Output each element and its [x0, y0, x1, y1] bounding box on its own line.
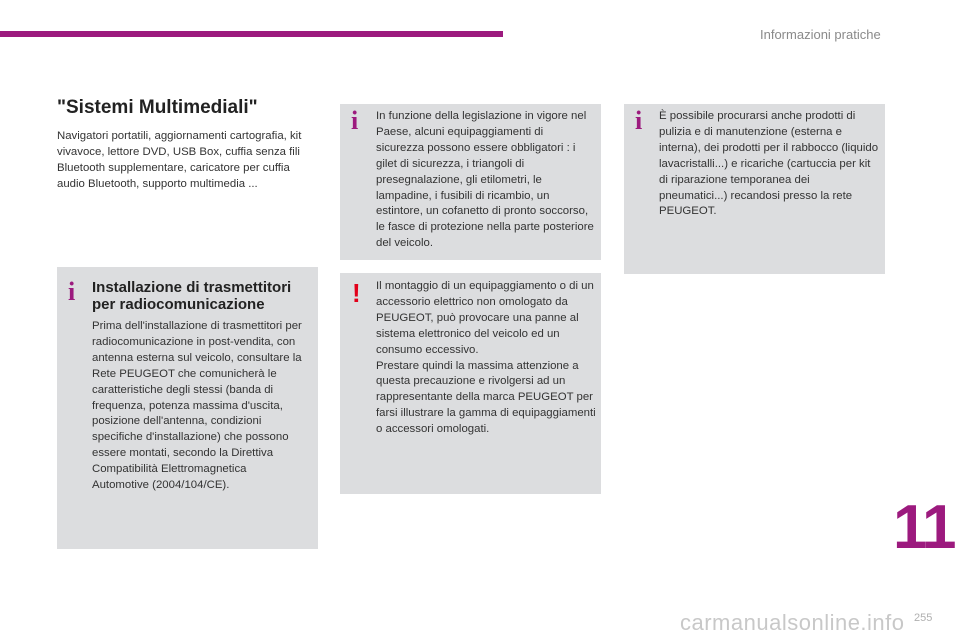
radio-box-text: Prima dell'installazione di trasmettitori per radiocomunicazione in post-vendita, con antenna esterna sul veicolo, consultare la Rete PEUGEOT che comunicherà le caratteristiche degli stessi (banda di frequenza, potenza massima d'uscita, posizione dell'antenna, condizioni specifiche d'installazione) che possono essere montati, secondo la Direttiva Compatibilità Elettromagnetica Automotive (2004/104/CE).	[92, 320, 302, 492]
legislation-box-text: In funzione della legislazione in vigore nel Paese, alcuni equipaggiamenti di sicurezza possono essere obbligatori : i gilet di sicurezza, i triangoli di presegnalazione, gli etilometri, le lampadine, i fusibili di ricambio, un estintore, un cofanetto di pronto soccorso, le fasce di protezione nella parte posteriore del veicolo.	[376, 110, 594, 250]
header-accent-bar	[0, 31, 503, 37]
warning-box-text	[376, 279, 598, 438]
chapter-number: 11	[893, 493, 955, 562]
products-box-text: È possibile procurarsi anche prodotti di pulizia e di manutenzione (esterna e interna), dei prodotti per il rabbocco (liquido lavacristalli...) e ricariche (cartuccia per kit di riparazione temporanea dei pneumatici...) recandosi presso la rete PEUGEOT.	[659, 110, 879, 218]
products-box	[624, 104, 885, 274]
intro-text: Navigatori portatili, aggiornamenti cartografia, kit vivavoce, lettore DVD, USB Box, cuffia senza fili Bluetooth supplementare, caricatore per cuffia audio Bluetooth, supporto multimedia ...	[57, 130, 302, 190]
warning-box	[340, 273, 601, 494]
info-icon: i	[635, 106, 643, 135]
watermark: carmanualsonline.info	[680, 610, 905, 635]
info-icon: i	[351, 106, 359, 135]
legislation-box	[340, 104, 601, 260]
warning-text-paragraph-2: Prestare quindi la massima attenzione a questa precauzione e rivolgersi ad un rappresentante della marca PEUGEOT per farsi illustrare la gamma di equipaggiamenti o accessori omologati.	[376, 359, 596, 436]
page-number: 255	[914, 612, 933, 624]
section-title: Informazioni pratiche	[760, 27, 881, 42]
page-title: "Sistemi Multimediali"	[57, 97, 258, 118]
warning-text-paragraph-1: Il montaggio di un equipaggiamento o di un accessorio elettrico non omologato da PEUGEOT, può provocare una panne al sistema elettronico del veicolo ed un consumo eccessivo.	[376, 280, 594, 356]
radio-transmitter-box	[57, 267, 318, 549]
info-icon: i	[68, 277, 76, 306]
warning-icon: !	[352, 278, 361, 308]
radio-box-title: Installazione di trasmettitori per radiocomunicazione	[92, 279, 292, 313]
